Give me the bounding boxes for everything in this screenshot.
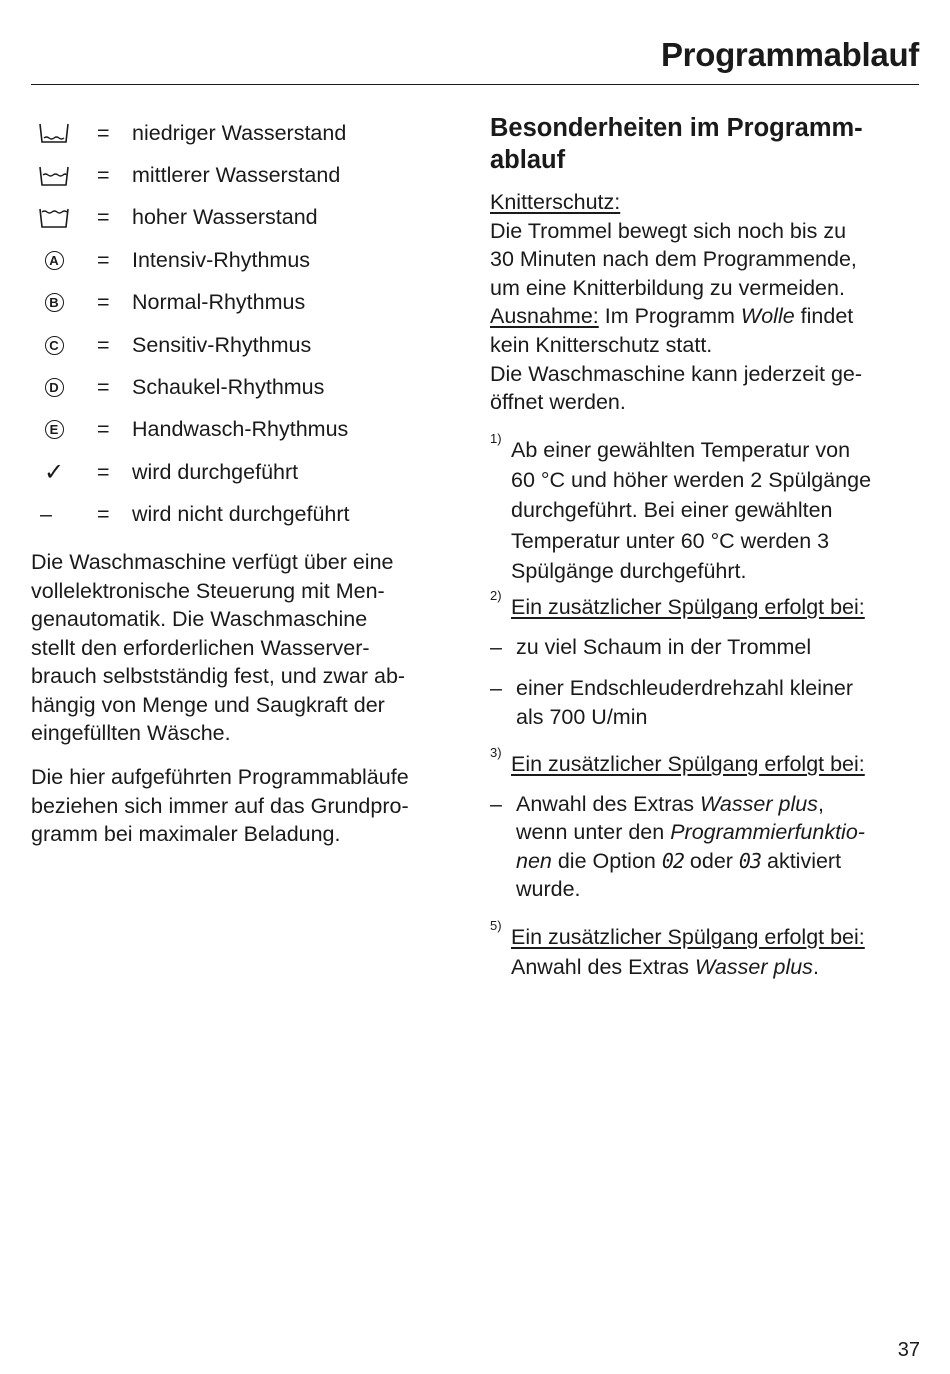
equals-sign: = [97, 120, 110, 145]
circle-d-icon: D [45, 378, 64, 397]
equals-sign: = [97, 417, 110, 442]
footnote-title: Ein zusätzlicher Spülgang erfolgt bei: [511, 752, 865, 777]
text-line: 60 °C und höher werden 2 Spülgänge [511, 468, 872, 493]
legend-label: wird nicht durchgeführt [132, 502, 350, 527]
circle-a-icon: A [45, 251, 64, 270]
legend-row [31, 112, 461, 154]
legend-row [31, 409, 461, 451]
extra-name: Wasser plus [695, 955, 813, 980]
text-line: Temperatur unter 60 °C werden 3 [511, 528, 830, 553]
equals-sign: = [97, 375, 110, 400]
circle-e-icon: E [45, 420, 64, 439]
equals-sign: = [97, 163, 110, 188]
footnote-3 [490, 745, 922, 779]
knitterschutz-block [490, 188, 922, 417]
legend-label: Normal-Rhythmus [132, 290, 306, 315]
text-line: hängig von Menge und Saugkraft der [31, 692, 385, 717]
dash-icon: – [40, 502, 52, 527]
legend-label: mittlerer Wasserstand [132, 163, 341, 188]
header-rule [31, 84, 919, 85]
list-item: – einer Endschleuderdrehzahl kleiner als 700 U/min [490, 676, 854, 729]
option-code: 03 [738, 848, 762, 873]
text-line: gramm bei maximaler Beladung. [31, 822, 341, 847]
footnote-mark: 1) [490, 430, 502, 446]
text-line: brauch selbstständig fest, und zwar ab- [31, 664, 406, 689]
text-line: stellt den erforderlichen Wasserver- [31, 635, 370, 660]
footnote-mark: 2) [490, 588, 502, 604]
extra-name: Wasser plus [700, 791, 818, 816]
page-number: 37 [897, 1339, 920, 1361]
footnote-title: Ein zusätzlicher Spülgang erfolgt bei: [511, 595, 865, 620]
option-code: 02 [661, 848, 684, 873]
footnote-mark: 5) [490, 917, 502, 933]
legend-row [31, 324, 461, 366]
dash-bullet: – [490, 634, 502, 659]
exception-label: Ausnahme: [490, 304, 599, 329]
checkmark-icon: ✓ [43, 458, 65, 486]
text-line: Ausnahme: Im Programm Wolle findet [490, 304, 854, 329]
dash-bullet: – [490, 676, 502, 701]
text-line: Die hier aufgeführten Programmabläufe [31, 765, 409, 790]
text-line: beziehen sich immer auf das Grundpro- [31, 793, 409, 818]
intro-paragraph [31, 548, 461, 748]
medium-water-level-icon [31, 161, 77, 191]
footnote-1 [490, 430, 922, 586]
left-column [31, 112, 461, 849]
legend-row [31, 197, 461, 239]
scope-paragraph [31, 763, 461, 849]
legend-row [31, 282, 461, 324]
equals-sign: = [97, 459, 110, 484]
text-line: eingefüllten Wäsche. [31, 721, 231, 746]
equals-sign: = [97, 502, 110, 527]
equals-sign: = [97, 247, 110, 272]
footnote-5: 5) Ein zusätzlicher Spülgang erfolgt bei: Anwahl des Extras Wasser plus. [490, 922, 922, 983]
text-line: Die Trommel bewegt sich noch bis zu [490, 218, 847, 243]
text-line: genautomatik. Die Waschmaschine [31, 607, 368, 632]
knitterschutz-title: Knitterschutz: [490, 190, 621, 214]
text-line: Die Waschmaschine verfügt über eine [31, 549, 394, 574]
legend-row [31, 154, 461, 196]
legend-label: niedriger Wasserstand [132, 120, 347, 145]
legend-row [31, 451, 461, 493]
equals-sign: = [97, 290, 110, 315]
low-water-level-icon [31, 118, 77, 148]
text-line: Spülgänge durchgeführt. [511, 558, 747, 583]
legend-label: hoher Wasserstand [132, 205, 318, 230]
dash-bullet: – [490, 791, 502, 816]
list-item: – zu viel Schaum in der Trommel [490, 633, 922, 662]
circle-c-icon: C [45, 336, 64, 355]
text-line: vollelektronische Steuerung mit Men- [31, 578, 385, 603]
section-heading: Besonderheiten im Programm- ablauf [490, 114, 863, 174]
program-name: Wolle [740, 304, 795, 329]
text-line: durchgeführt. Bei einer gewählten [511, 498, 833, 523]
text-line: 30 Minuten nach dem Programmende, [490, 247, 857, 272]
legend-row [31, 366, 461, 408]
page-title: Programmablauf [660, 36, 919, 73]
list-item: – Anwahl des Extras Wasser plus, wenn unter den Programmierfunktio- nen die Option 02 oder 03 aktiviert wurde. [490, 791, 865, 902]
footnote-title: Ein zusätzlicher Spülgang erfolgt bei: [511, 924, 865, 949]
legend-label: Sensitiv-Rhythmus [132, 332, 312, 357]
text-line: um eine Knitterbildung zu vermeiden. [490, 275, 845, 300]
legend-label: Handwasch-Rhythmus [132, 417, 349, 442]
circle-b-icon: B [45, 293, 64, 312]
text-line: kein Knitterschutz statt. [490, 332, 713, 357]
legend-label: Schaukel-Rhythmus [132, 375, 325, 400]
footnote-2 [490, 588, 922, 622]
text-line: Ab einer gewählten Temperatur von [511, 437, 851, 462]
text-line: öffnet werden. [490, 390, 626, 415]
right-column [490, 112, 922, 983]
equals-sign: = [97, 205, 110, 230]
text-line: Die Waschmaschine kann jederzeit ge- [490, 361, 863, 386]
footnote-mark: 3) [490, 745, 502, 761]
legend-row [31, 494, 461, 536]
legend-label: wird durchgeführt [132, 459, 299, 484]
symbol-legend [31, 112, 461, 536]
legend-label: Intensiv-Rhythmus [132, 247, 311, 272]
equals-sign: = [97, 332, 110, 357]
legend-row [31, 239, 461, 281]
high-water-level-icon [31, 203, 77, 233]
